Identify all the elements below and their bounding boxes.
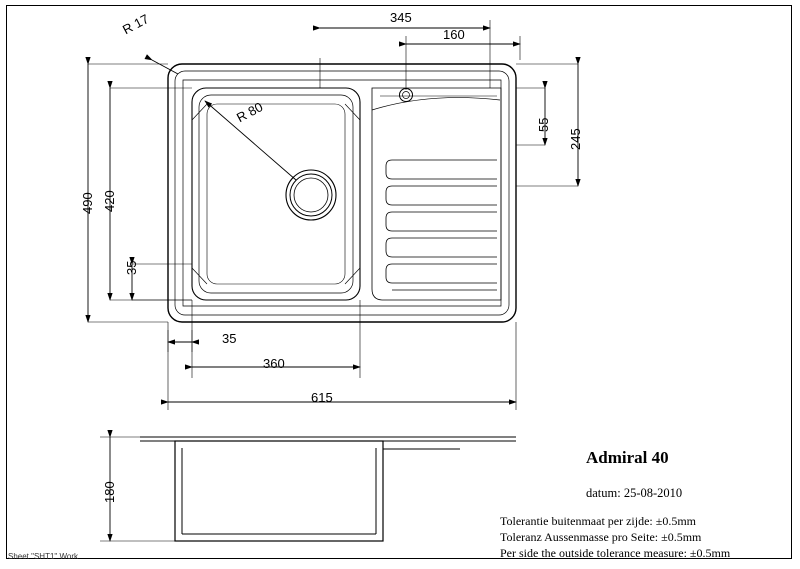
dim-420-label: 420 bbox=[102, 190, 117, 212]
drawing-title: Admiral 40 bbox=[586, 448, 669, 467]
tolerance-de: Toleranz Aussenmasse pro Seite: ±0.5mm bbox=[500, 530, 702, 544]
tolerance-en: Per side the outside tolerance measure: ±0.5mm bbox=[500, 546, 731, 560]
dim-160-label: 160 bbox=[443, 27, 465, 42]
sheet-footer-note: Sheet "SHT1" Work bbox=[8, 552, 78, 561]
dim-360-label: 360 bbox=[263, 356, 285, 371]
radius-17-label: R 17 bbox=[120, 11, 152, 38]
tolerance-nl: Tolerantie buitenmaat per zijde: ±0.5mm bbox=[500, 514, 697, 528]
drawing-date: datum: 25-08-2010 bbox=[586, 486, 683, 500]
dim-55-label: 55 bbox=[536, 117, 551, 132]
dim-35-bottom-label: 35 bbox=[222, 331, 237, 346]
dim-245-label: 245 bbox=[568, 128, 583, 150]
dim-615-label: 615 bbox=[311, 390, 333, 405]
dim-35-left-label: 35 bbox=[124, 260, 139, 275]
dim-490-label: 490 bbox=[80, 192, 95, 214]
radius-80-label: R 80 bbox=[234, 99, 266, 126]
dim-345-label: 345 bbox=[390, 10, 412, 25]
dim-180-label: 180 bbox=[102, 481, 117, 503]
